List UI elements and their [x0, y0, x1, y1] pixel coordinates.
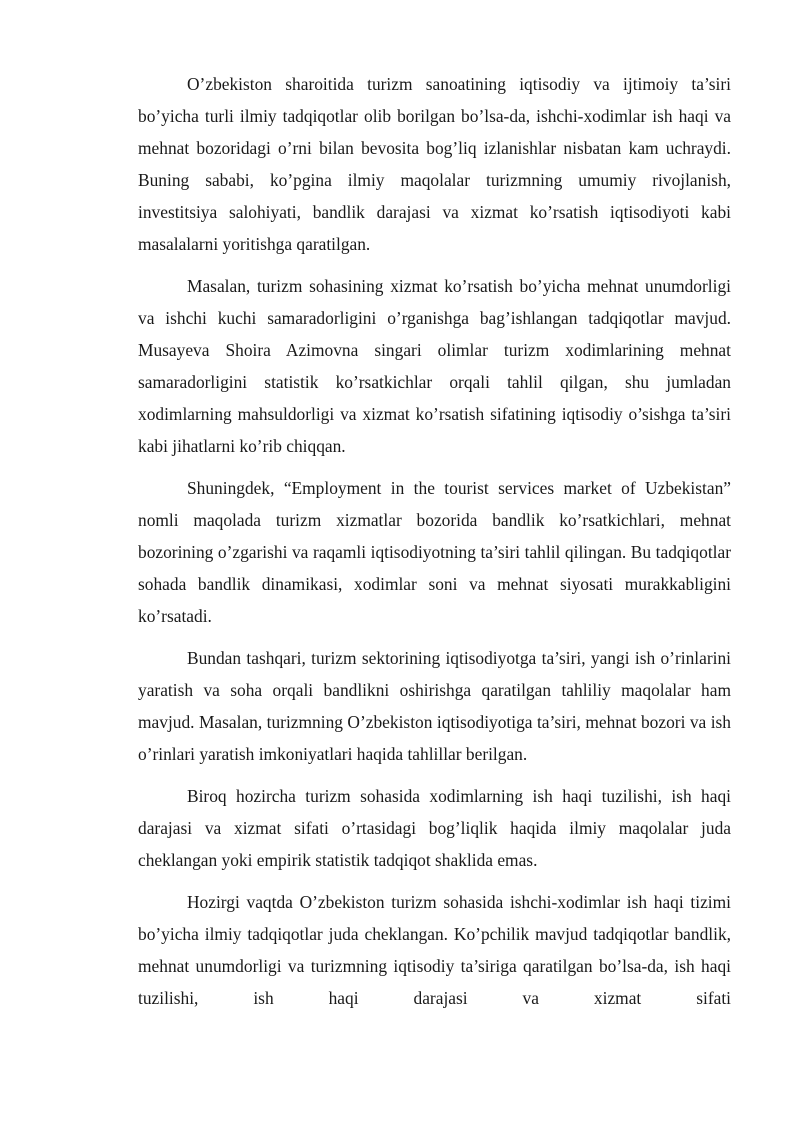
- paragraph-1: O’zbekiston sharoitida turizm sanoatining iqtisodiy va ijtimoiy ta’siri bo’yicha turli ilmiy tadqiqotlar olib borilgan bo’lsa-da, ishchi-xodimlar ish haqi va mehnat bozoridagi o’rni bilan bevosita bog’liq izlanishlar nisbatan kam uchraydi. Buning sababi, ko’pgina ilmiy maqolalar turizmning umumiy rivojlanish, investitsiya salohiyati, bandlik darajasi va xizmat ko’rsatish iqtisodiyoti kabi masalalarni yoritishga qaratilgan.: [138, 74, 731, 254]
- paragraph-2: Masalan, turizm sohasining xizmat ko’rsatish bo’yicha mehnat unumdorligi va ishchi kuchi samaradorligini o’rganishga bag’ishlangan tadqiqotlar mavjud. Musayeva Shoira Azimovna singari olimlar turizm xodimlarining mehnat samaradorligini statistik ko’rsatkichlar orqali tahlil qilgan, shu jumladan xodimlarning mahsuldorligi va xizmat ko’rsatish sifatining iqtisodiy o’sishga ta’siri kabi jihatlarni ko’rib chiqqan.: [138, 276, 731, 456]
- paragraph-5: Biroq hozircha turizm sohasida xodimlarning ish haqi tuzilishi, ish haqi darajasi va xizmat sifati o’rtasidagi bog’liqlik haqida ilmiy maqolalar juda cheklangan yoki empirik statistik tadqiqot shaklida emas.: [138, 786, 731, 870]
- paragraph-4: Bundan tashqari, turizm sektorining iqtisodiyotga ta’siri, yangi ish o’rinlarini yaratish va soha orqali bandlikni oshirishga qaratilgan tahliliy maqolalar ham mavjud. Masalan, turizmning O’zbekiston iqtisodiyotiga ta’siri, mehnat bozori va ish o’rinlari yaratish imkoniyatlari haqida tahlillar berilgan.: [138, 648, 731, 764]
- paragraph-6: Hozirgi vaqtda O’zbekiston turizm sohasida ishchi-xodimlar ish haqi tizimi bo’yicha ilmiy tadqiqotlar juda cheklangan. Ko’pchilik mavjud tadqiqotlar bandlik, mehnat unumdorligi va turizmning iqtisodiy ta’siriga qaratilgan bo’lsa-da, ish haqi tuzilishi, ish haqi darajasi va xizmat sifati: [138, 892, 731, 1008]
- document-page: [138, 68, 731, 1014]
- paragraph-3: Shuningdek, “Employment in the tourist services market of Uzbekistan” nomli maqolada turizm xizmatlar bozorida bandlik ko’rsatkichlari, mehnat bozorining o’zgarishi va raqamli iqtisodiyotning ta’siri tahlil qilingan. Bu tadqiqotlar sohada bandlik dinamikasi, xodimlar soni va mehnat siyosati murakkabligini ko’rsatadi.: [138, 478, 731, 626]
